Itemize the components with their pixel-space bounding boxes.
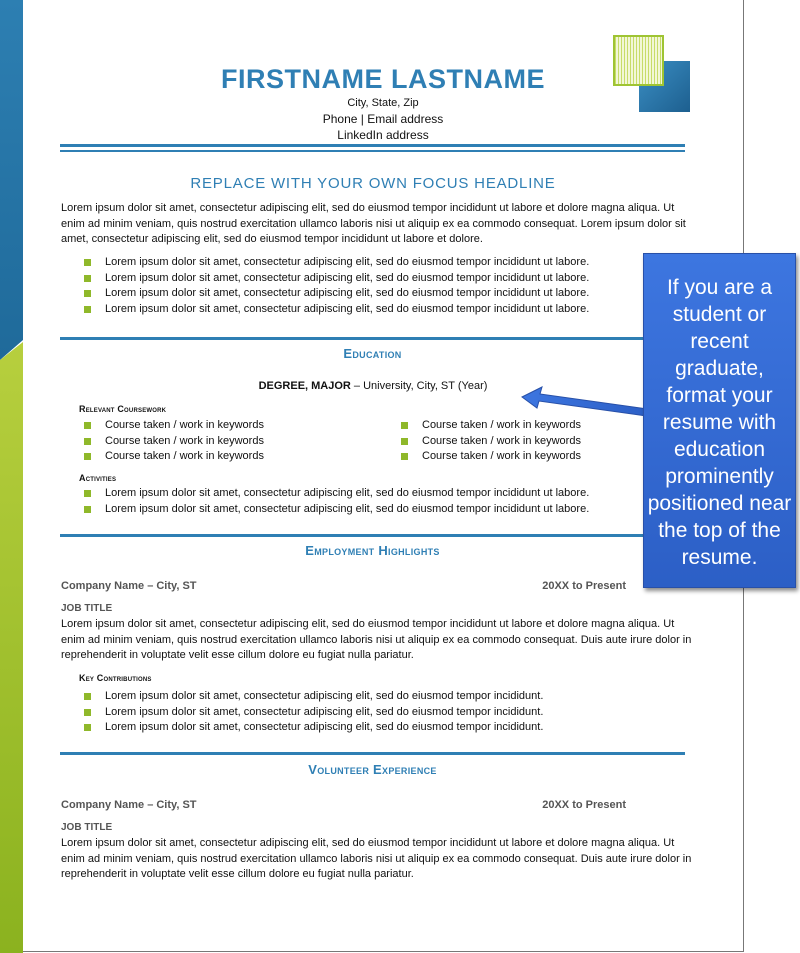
list-item: Lorem ipsum dolor sit amet, consectetur adipiscing elit, sed do eiusmod tempor incididunt.	[81, 689, 543, 705]
header-divider	[60, 144, 685, 147]
contact-phone-email: Phone | Email address	[322, 112, 444, 126]
header-divider-thin	[60, 150, 685, 152]
list-item: Course taken / work in keywords	[81, 418, 264, 434]
contact-address: City, State, Zip	[347, 97, 419, 109]
list-item: Lorem ipsum dolor sit amet, consectetur adipiscing elit, sed do eiusmod tempor incididunt ut labore.	[81, 502, 589, 518]
volunteer-title: Volunteer Experience	[308, 762, 437, 777]
degree-institution: – University, City, ST (Year)	[350, 380, 488, 392]
education-divider	[60, 337, 685, 340]
volunteer-dates: 20XX to Present	[542, 799, 626, 811]
activities-label: Activities	[79, 473, 117, 483]
callout-box: If you are a student or recent graduate, format your resume with education prominently positioned near the top of the resume.	[643, 253, 796, 588]
volunteer-paragraph: Lorem ipsum dolor sit amet, consectetur adipiscing elit, sed do eiusmod tempor incididunt ut labore et dolore magna aliqua. Ut enim ad minim veniam, quis nostrud exercitation ullamco laboris nisi ut aliquip ex ea commodo consequat. Duis aute irure dolor in reprehenderit in voluptate velit esse cillum dolore eu fugiat nulla pariatur.	[61, 837, 692, 880]
employment-job-title: JOB TITLE	[61, 603, 113, 614]
employment-dates: 20XX to Present	[542, 580, 626, 592]
list-item: Lorem ipsum dolor sit amet, consectetur adipiscing elit, sed do eiusmod tempor incididunt ut labore.	[81, 271, 589, 287]
volunteer-job-title: JOB TITLE	[61, 822, 113, 833]
coursework-list-left	[81, 418, 264, 465]
coursework-label: Relevant Coursework	[79, 404, 167, 414]
contributions-label: Key Contributions	[79, 673, 152, 683]
focus-headline: REPLACE WITH YOUR OWN FOCUS HEADLINE	[190, 175, 556, 192]
list-item: Lorem ipsum dolor sit amet, consectetur adipiscing elit, sed do eiusmod tempor incididunt ut labore.	[81, 255, 589, 271]
employment-divider	[60, 534, 685, 537]
focus-bullet-list	[81, 255, 589, 317]
list-item: Lorem ipsum dolor sit amet, consectetur adipiscing elit, sed do eiusmod tempor incididunt ut labore.	[81, 486, 589, 502]
employment-paragraph: Lorem ipsum dolor sit amet, consectetur adipiscing elit, sed do eiusmod tempor incididunt ut labore et dolore magna aliqua. Ut enim ad minim veniam, quis nostrud exercitation ullamco laboris nisi ut aliquip ex ea commodo consequat. Duis aute irure dolor in reprehenderit in voluptate velit esse cillum dolore eu fugiat nulla pariatur.	[61, 618, 692, 661]
employment-company: Company Name – City, ST	[61, 580, 197, 592]
degree-major: DEGREE, MAJOR	[258, 380, 351, 392]
list-item: Lorem ipsum dolor sit amet, consectetur adipiscing elit, sed do eiusmod tempor incididunt ut labore.	[81, 302, 589, 318]
focus-paragraph: Lorem ipsum dolor sit amet, consectetur adipiscing elit, sed do eiusmod tempor incididunt ut labore et dolore magna aliqua. Ut enim ad minim veniam, quis nostrud exercitation ullamco laboris nisi ut aliquip ex ea commodo consequat. Lorem ipsum dolor sit amet, consectetur adipiscing elit, sed do eiusmod tempor incididunt ut labore et dolore.	[61, 202, 686, 245]
list-item: Lorem ipsum dolor sit amet, consectetur adipiscing elit, sed do eiusmod tempor incididunt ut labore.	[81, 286, 589, 302]
list-item: Course taken / work in keywords	[81, 434, 264, 450]
contributions-list	[81, 689, 543, 736]
list-item: Course taken / work in keywords	[398, 449, 581, 465]
employment-title: Employment Highlights	[305, 543, 440, 558]
contact-linkedin: LinkedIn address	[337, 128, 429, 142]
volunteer-company: Company Name – City, ST	[61, 799, 197, 811]
callout-arrow-icon	[520, 385, 650, 425]
list-item: Course taken / work in keywords	[81, 449, 264, 465]
list-item: Course taken / work in keywords	[398, 418, 581, 434]
sidebar-green-band	[0, 342, 23, 953]
volunteer-divider	[60, 752, 685, 755]
list-item: Course taken / work in keywords	[398, 434, 581, 450]
education-title: Education	[343, 346, 402, 361]
candidate-name: FIRSTNAME LASTNAME	[221, 64, 545, 94]
list-item: Lorem ipsum dolor sit amet, consectetur adipiscing elit, sed do eiusmod tempor incididunt.	[81, 720, 543, 736]
activities-list	[81, 486, 589, 517]
list-item: Lorem ipsum dolor sit amet, consectetur adipiscing elit, sed do eiusmod tempor incididunt.	[81, 705, 543, 721]
